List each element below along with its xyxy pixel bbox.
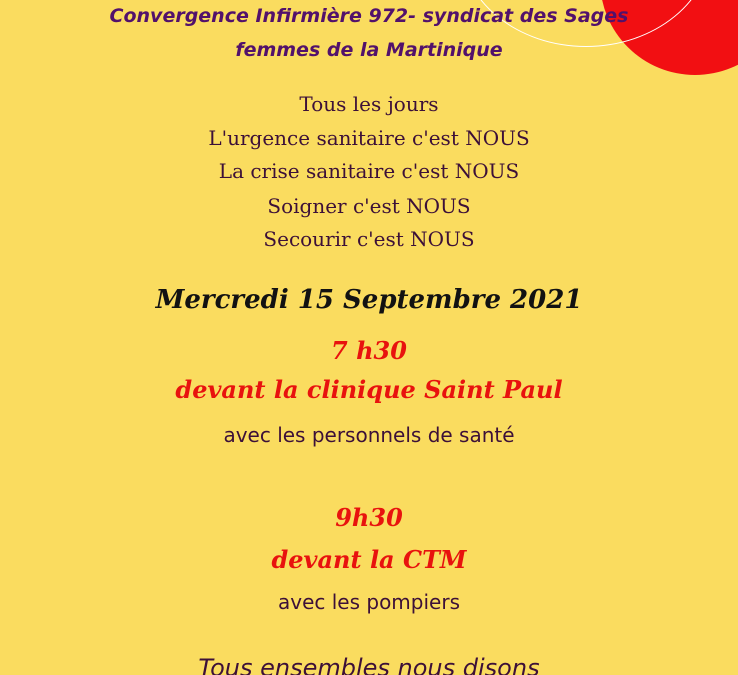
event-place: devant la CTM <box>271 545 467 574</box>
event-time: 7 h30 <box>331 336 407 365</box>
footer-text: Tous ensembles nous disons <box>198 654 540 675</box>
slogan-line: Tous les jours <box>299 92 439 116</box>
event-date: Mercredi 15 Septembre 2021 <box>155 285 583 315</box>
slogan-line: Soigner c'est NOUS <box>267 194 471 218</box>
organizer-line-2: femmes de la Martinique <box>235 39 503 61</box>
slogan-line: Secourir c'est NOUS <box>263 227 475 251</box>
organizer-line-1: Convergence Infirmière 972- syndicat des Sages <box>109 5 629 27</box>
event-participants: avec les personnels de santé <box>223 423 515 447</box>
slogan-line: L'urgence sanitaire c'est NOUS <box>208 126 530 150</box>
event-time: 9h30 <box>335 503 403 532</box>
event-participants: avec les pompiers <box>277 590 460 614</box>
event-place: devant la clinique Saint Paul <box>175 375 563 404</box>
slogan-line: La crise sanitaire c'est NOUS <box>218 159 520 183</box>
